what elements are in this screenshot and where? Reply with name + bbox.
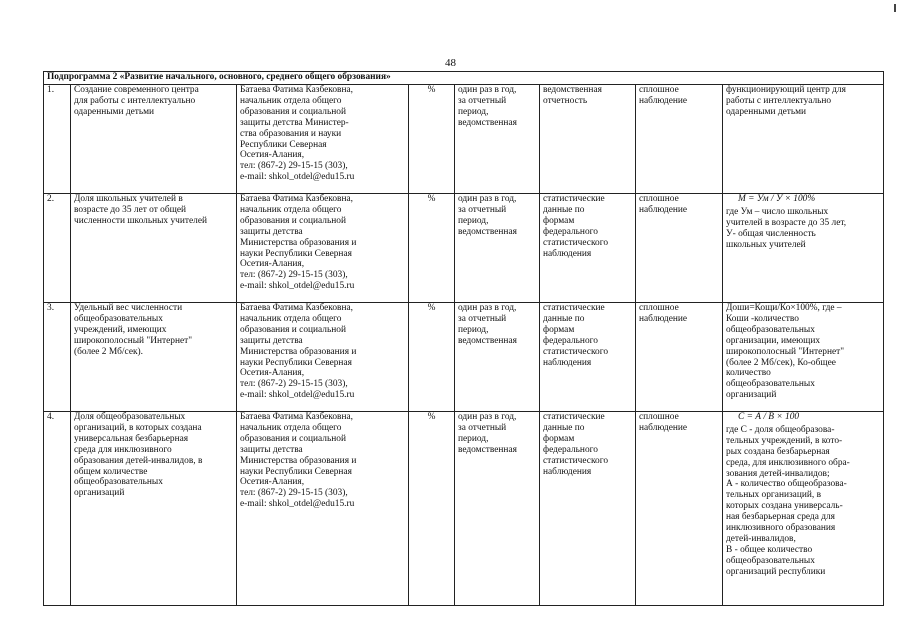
responsible-person [237, 194, 409, 303]
calculation-description [723, 85, 884, 194]
formula: С = А / В × 100 [738, 412, 800, 422]
table-row [44, 412, 884, 606]
cell-line: ведомственная [458, 226, 517, 237]
cell-line: статистического [543, 455, 609, 466]
cell-line: общеобразовательных [726, 555, 815, 566]
cell-line: школьных учителей [726, 239, 806, 250]
cell-line: федерального [543, 226, 598, 237]
cell-line: тел: (867-2) 29-15-15 (303), [240, 161, 348, 172]
cell-line: ведомственная [543, 85, 602, 95]
cell-line: общеобразовательных [74, 313, 163, 324]
cell-line: защиты детства [240, 226, 303, 237]
cell-line: Удельный вес численности [74, 303, 183, 313]
cell-line: науки Республики Северная [240, 357, 352, 368]
observation-method [636, 194, 723, 303]
cell-line: e-mail: shkol_otdel@edu15.ru [240, 281, 355, 292]
indicator-name [71, 194, 237, 303]
cell-line: наблюдение [639, 204, 688, 215]
cell-line: Осетия-Алания, [240, 259, 305, 270]
cell-line: Осетия-Алания, [240, 368, 305, 379]
cell-line: организаций, в которых создана [74, 422, 202, 433]
cell-line: за отчетный [458, 95, 507, 106]
cell-line: учителей в возрасте до 35 лет, [726, 217, 847, 228]
cell-line: Министерства образования и [240, 237, 357, 248]
cell-line: для работы с интеллектуально [74, 95, 196, 106]
cell-line: одаренными детьми [74, 106, 155, 117]
cell-line: один раз в год, [458, 303, 517, 313]
cell-line: тел: (867-2) 29-15-15 (303), [240, 379, 348, 390]
cell-line: детей-инвалидов, [726, 533, 796, 544]
cell-line: количество [726, 368, 771, 379]
cell-line: e-mail: shkol_otdel@edu15.ru [240, 390, 355, 401]
edge-mark [894, 4, 896, 12]
periodicity [455, 85, 540, 194]
cell-line: наблюдения [543, 357, 592, 368]
subprogram-title: Подпрограмма 2 «Развитие начального, основного, среднего общего обрзования» [44, 72, 884, 85]
cell-line: Создание современного центра [74, 85, 199, 95]
cell-line: тел: (867-2) 29-15-15 (303), [240, 270, 348, 281]
cell-line: образования и социальной [240, 324, 346, 335]
periodicity [455, 194, 540, 303]
cell-line: данные по [543, 422, 585, 433]
cell-line: тельных организаций, в [726, 490, 822, 501]
cell-line: ная безбарьерная среда для [726, 512, 835, 523]
cell-line: сплошное [639, 194, 679, 204]
cell-line: универсальная безбарьерная [74, 433, 189, 444]
cell-line: где С - доля общеобразова- [726, 424, 835, 435]
cell-line: тел: (867-2) 29-15-15 (303), [240, 488, 348, 499]
table-row [44, 85, 884, 194]
responsible-person [237, 303, 409, 412]
cell-line: Доши=Кощи/Ко×100%, где – [726, 303, 842, 313]
cell-line: данные по [543, 313, 585, 324]
formula: М = Ум / У × 100% [738, 194, 816, 204]
calculation-description [723, 194, 884, 303]
row-number: 1. [44, 85, 71, 194]
cell-line: защиты детства Министер- [240, 117, 349, 128]
cell-line: за отчетный [458, 313, 507, 324]
cell-line: образования и социальной [240, 433, 346, 444]
cell-line: общеобразовательных [726, 324, 815, 335]
cell-line: e-mail: shkol_otdel@edu15.ru [240, 499, 355, 510]
cell-line: период, [458, 324, 489, 335]
cell-line: науки Республики Северная [240, 466, 352, 477]
cell-line: Коши -количество [726, 313, 799, 324]
cell-line: среда для инклюзивного [74, 444, 172, 455]
cell-line: возрасте до 35 лет от общей [74, 204, 187, 215]
cell-line: формам [543, 215, 575, 226]
indicator-name [71, 303, 237, 412]
cell-line: статистические [543, 412, 605, 422]
cell-line: науки Республики Северная [240, 248, 352, 259]
cell-line: Республики Северная [240, 139, 327, 150]
cell-line: за отчетный [458, 422, 507, 433]
unit: % [409, 412, 455, 606]
cell-line: ведомственная [458, 117, 517, 128]
cell-line: Министерства образования и [240, 455, 357, 466]
cell-line: тельных учреждений, в кото- [726, 435, 843, 446]
row-number: 4. [44, 412, 71, 606]
cell-line: зования детей-инвалидов; [726, 468, 830, 479]
unit: % [409, 303, 455, 412]
cell-line: Батаева Фатима Казбековна, [240, 85, 353, 95]
cell-line: образования детей-инвалидов, в [74, 455, 203, 466]
cell-line: общем количестве [74, 466, 148, 477]
cell-line: период, [458, 215, 489, 226]
cell-line: рых создана безбарьерная [726, 446, 830, 457]
cell-line: статистического [543, 237, 609, 248]
cell-line: за отчетный [458, 204, 507, 215]
cell-line: организации, имеющих [726, 335, 821, 346]
cell-line: наблюдение [639, 313, 688, 324]
cell-line: ведомственная [458, 444, 517, 455]
cell-line: наблюдение [639, 422, 688, 433]
observation-method [636, 303, 723, 412]
observation-method [636, 85, 723, 194]
cell-line: данные по [543, 204, 585, 215]
cell-line: федерального [543, 335, 598, 346]
cell-line: ства образования и науки [240, 128, 342, 139]
row-number: 3. [44, 303, 71, 412]
unit: % [409, 85, 455, 194]
table-row [44, 303, 884, 412]
cell-line: одаренными детьми [726, 106, 807, 117]
cell-line: формам [543, 324, 575, 335]
responsible-person [237, 85, 409, 194]
cell-line: В - общее количество [726, 544, 813, 555]
cell-line: начальник отдела общего [240, 95, 342, 106]
observation-method [636, 412, 723, 606]
cell-line: Осетия-Алания, [240, 150, 305, 161]
cell-line: статистические [543, 194, 605, 204]
cell-line: общеобразовательных [726, 379, 815, 390]
data-source [540, 85, 636, 194]
cell-line: широкополосный "Интернет" [726, 346, 845, 357]
cell-line: которых создана универсаль- [726, 501, 843, 512]
cell-line: наблюдение [639, 95, 688, 106]
cell-line: организаций республики [726, 566, 826, 577]
cell-line: начальник отдела общего [240, 204, 342, 215]
cell-line: федерального [543, 444, 598, 455]
cell-line: общеобразовательных [74, 477, 163, 488]
data-source [540, 303, 636, 412]
cell-line: Батаева Фатима Казбековна, [240, 412, 353, 422]
cell-line: один раз в год, [458, 85, 517, 95]
indicator-name [71, 412, 237, 606]
cell-line: инклюзивного образования [726, 523, 836, 534]
cell-line: защиты детства [240, 444, 303, 455]
page-number: 48 [445, 57, 456, 69]
cell-line: Министерства образования и [240, 346, 357, 357]
indicators-table [43, 71, 884, 606]
cell-line: Осетия-Алания, [240, 477, 305, 488]
table-row [44, 194, 884, 303]
cell-line: наблюдения [543, 248, 592, 259]
indicator-name [71, 85, 237, 194]
cell-line: статистические [543, 303, 605, 313]
subprogram-row [44, 72, 884, 85]
cell-line: образования и социальной [240, 215, 346, 226]
cell-line: сплошное [639, 303, 679, 313]
cell-line: где Ум – число школьных [726, 206, 829, 217]
unit: % [409, 194, 455, 303]
cell-line: учреждений, имеющих [74, 324, 167, 335]
periodicity [455, 412, 540, 606]
periodicity [455, 303, 540, 412]
data-source [540, 194, 636, 303]
cell-line: начальник отдела общего [240, 422, 342, 433]
cell-line: ведомственная [458, 335, 517, 346]
cell-line: защиты детства [240, 335, 303, 346]
cell-line: организаций [726, 390, 777, 401]
cell-line: У- общая численность [726, 228, 816, 239]
cell-line: начальник отдела общего [240, 313, 342, 324]
cell-line: Доля общеобразовательных [74, 412, 186, 422]
cell-line: широкополосный "Интернет" [74, 335, 193, 346]
row-number: 2. [44, 194, 71, 303]
cell-line: образования и социальной [240, 106, 346, 117]
cell-line: (более 2 Мб/сек), Ко-общее [726, 357, 836, 368]
cell-line: один раз в год, [458, 194, 517, 204]
cell-line: Батаева Фатима Казбековна, [240, 194, 353, 204]
cell-line: организаций [74, 488, 125, 499]
responsible-person [237, 412, 409, 606]
cell-line: статистического [543, 346, 609, 357]
cell-line: формам [543, 433, 575, 444]
cell-line: (более 2 Мб/сек). [74, 346, 143, 357]
cell-line: Батаева Фатима Казбековна, [240, 303, 353, 313]
cell-line: среда, для инклюзивного обра- [726, 457, 850, 468]
calculation-description [723, 303, 884, 412]
cell-line: Доля школьных учителей в [74, 194, 183, 204]
cell-line: период, [458, 106, 489, 117]
cell-line: численности школьных учителей [74, 215, 208, 226]
calculation-description [723, 412, 884, 606]
cell-line: сплошное [639, 412, 679, 422]
cell-line: e-mail: shkol_otdel@edu15.ru [240, 172, 355, 183]
cell-line: один раз в год, [458, 412, 517, 422]
cell-line: А - количество общеобразова- [726, 479, 847, 490]
cell-line: работы с интеллектуально [726, 95, 832, 106]
cell-line: отчетность [543, 95, 588, 106]
cell-line: функционирующий центр для [726, 85, 846, 95]
cell-line: период, [458, 433, 489, 444]
cell-line: сплошное [639, 85, 679, 95]
data-source [540, 412, 636, 606]
cell-line: наблюдения [543, 466, 592, 477]
